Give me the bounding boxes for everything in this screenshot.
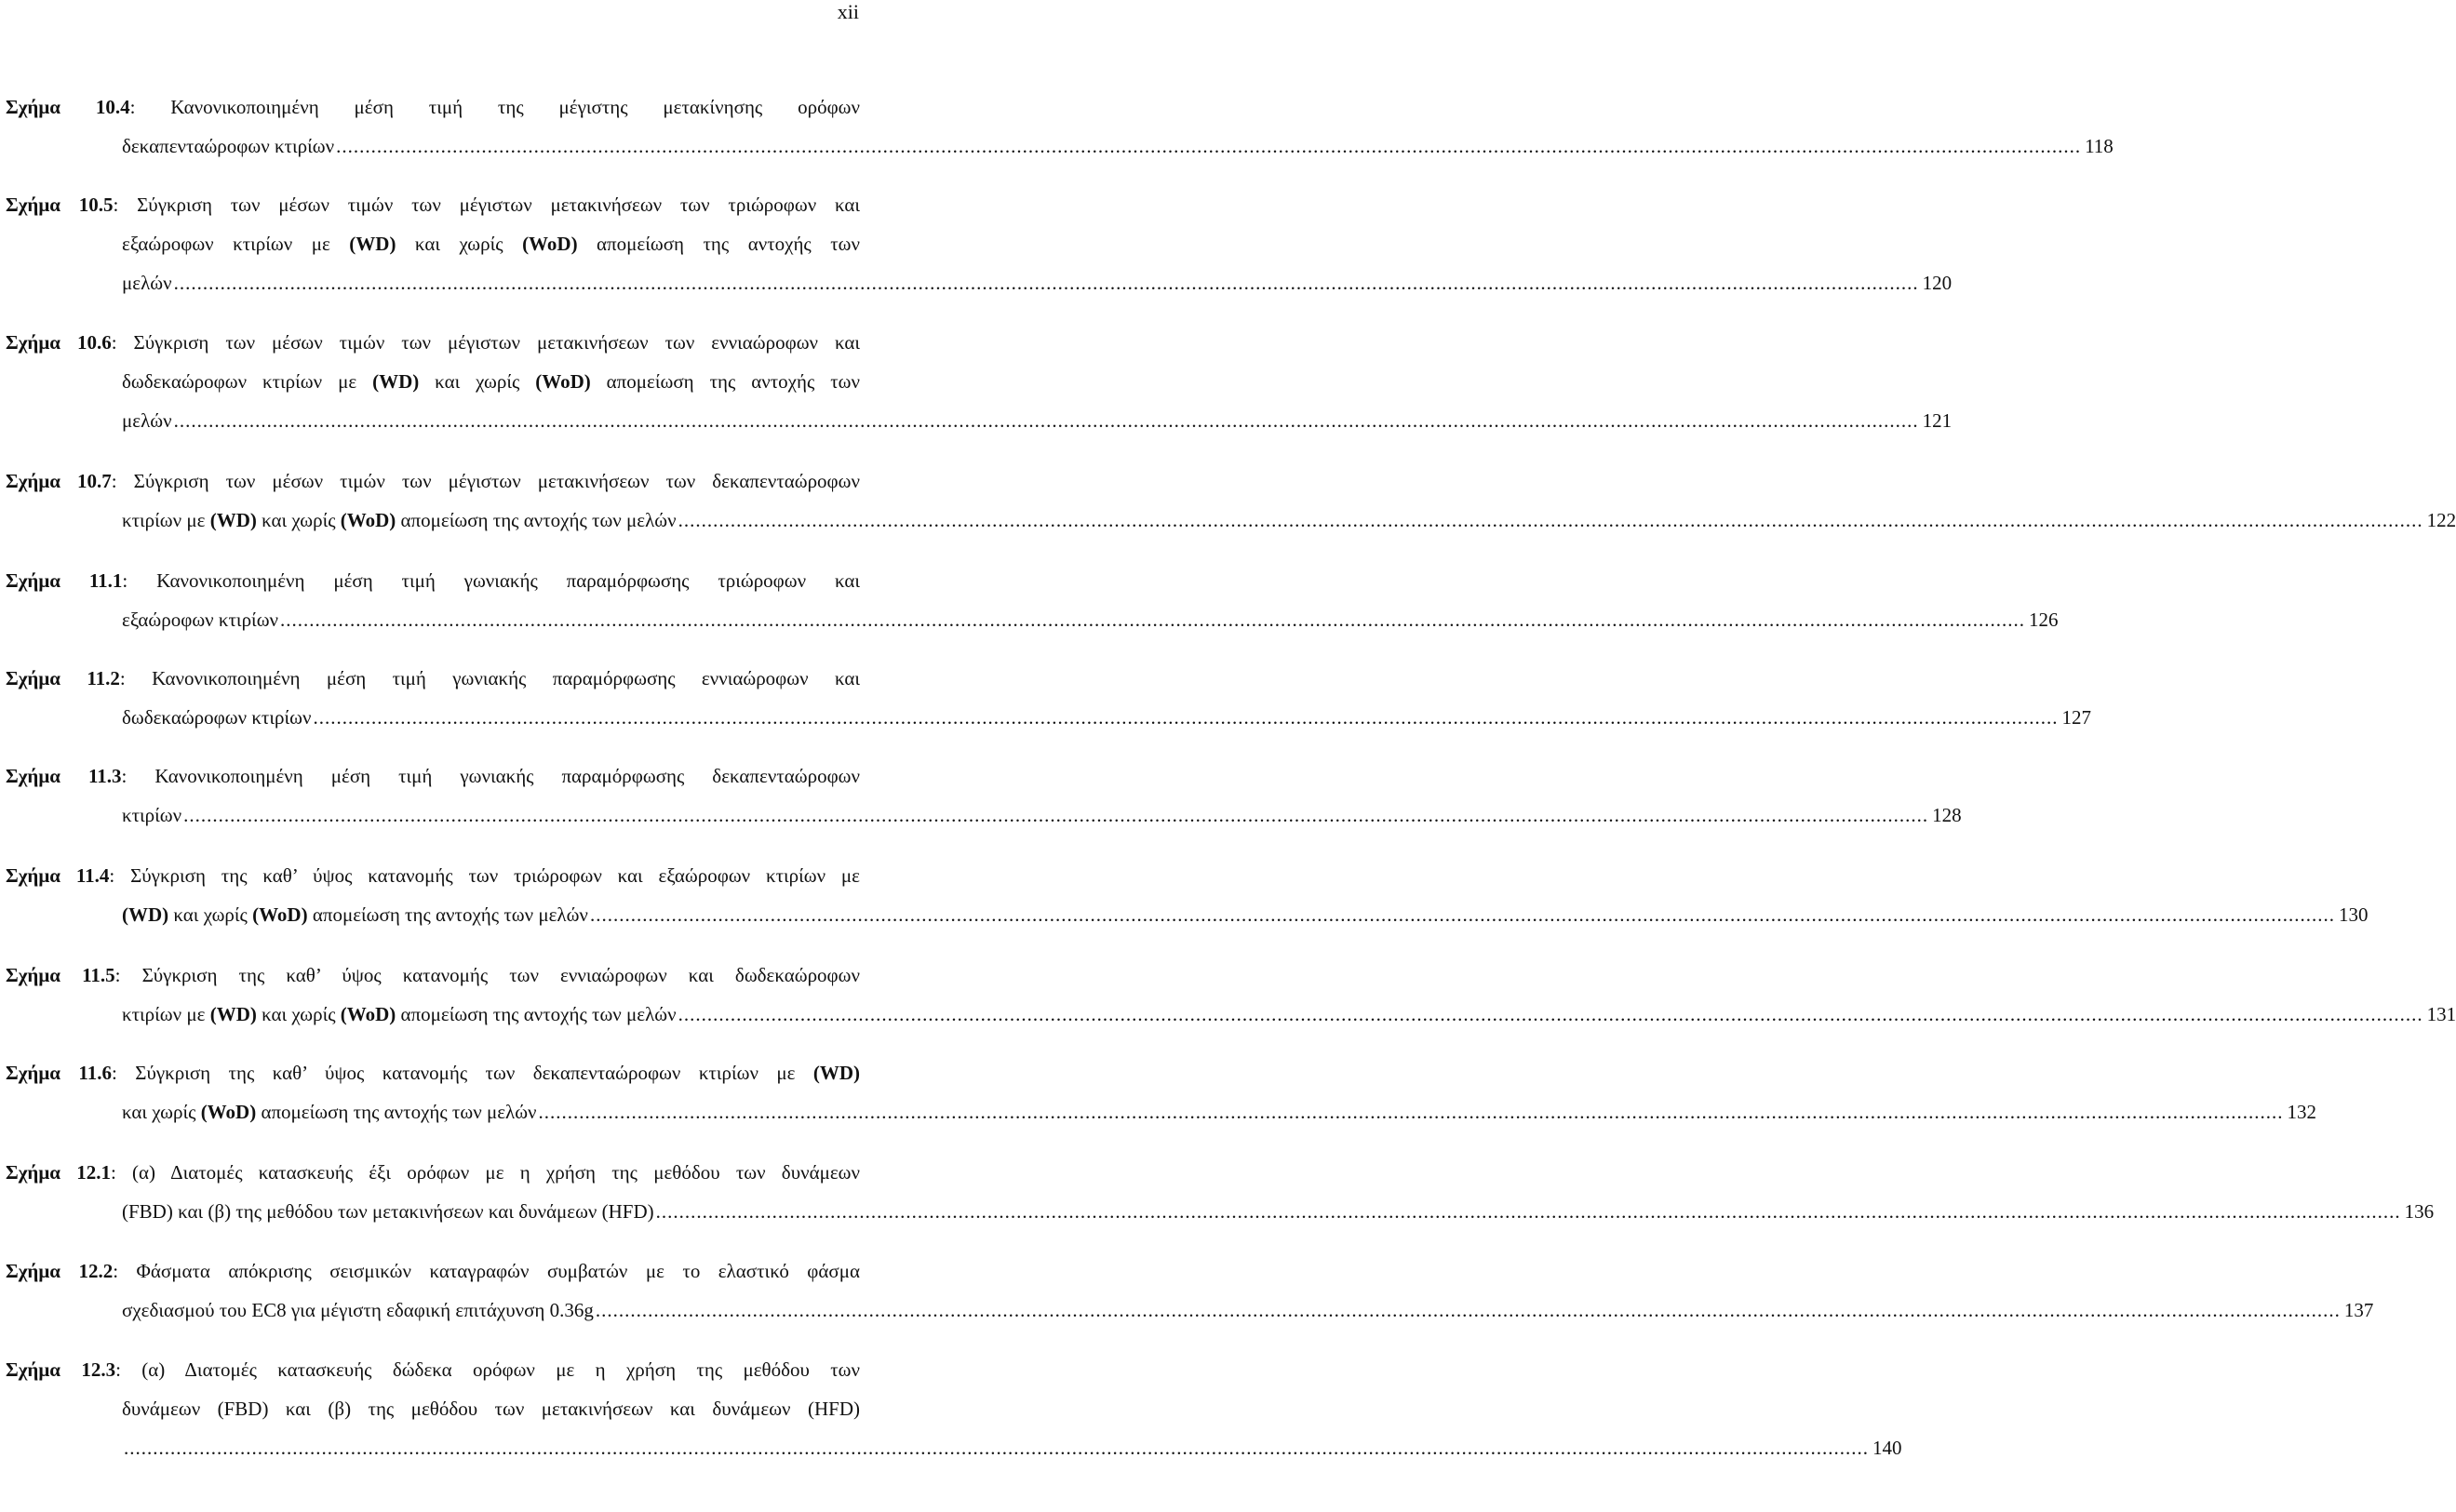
toc-entry-line (6, 659, 860, 698)
page-ref: 128 (1932, 804, 1962, 826)
caption-text: Σύγκριση των μέσων τιμών των μέγιστων μετακινήσεων των δεκαπενταώροφων (133, 470, 860, 492)
bold-abbreviation: (WD) (349, 233, 396, 255)
toc-entry-last-line (122, 1192, 2435, 1231)
bold-abbreviation: (WD) (372, 370, 420, 393)
figure-label: Σχήμα 11.4: (6, 864, 131, 887)
bold-abbreviation: (WoD) (200, 1101, 257, 1123)
page-ref: 140 (1872, 1437, 1902, 1459)
toc-entry (6, 1153, 2435, 1231)
toc-entry-last-line (122, 501, 2456, 540)
figure-number: 10.4 (95, 96, 130, 118)
caption-text: και χωρίς (WoD) απομείωση της αντοχής των μελών (122, 1101, 537, 1123)
toc-entry-line (6, 1153, 860, 1192)
toc-entry (6, 87, 2114, 166)
toc-entry-line (6, 1053, 860, 1092)
caption-text: δωδεκαώροφων κτιρίων με (WD) και χωρίς (WoD) απομείωση της αντοχής των (122, 370, 860, 393)
bold-abbreviation: (WD) (122, 903, 169, 926)
toc-entry (6, 185, 1953, 302)
dot-leader: ............................................................................................................................................................................................................................................................................................................ (595, 1299, 2341, 1321)
dot-leader: ............................................................................................................................................................................................................................................................................................................ (313, 706, 2059, 729)
figure-number: 11.5 (82, 964, 115, 986)
toc-entry-last-line (122, 127, 2114, 166)
toc-entry-last-line (122, 698, 2091, 737)
toc-entry-last-line (122, 600, 2059, 639)
caption-text: (WD) και χωρίς (WoD) απομείωση της αντοχής των μελών (122, 903, 588, 926)
caption-text: Σύγκριση της καθ’ ύψος κατανομής των τριώροφων και εξαώροφων κτιρίων με (130, 864, 860, 887)
caption-text: (α) Διατομές κατασκευής έξι ορόφων με η χρήση της μεθόδου των δυνάμεων (132, 1161, 860, 1184)
caption-text: Σύγκριση της καθ’ ύψος κατανομής των δεκαπενταώροφων κτιρίων με (WD) (135, 1062, 860, 1084)
toc-entry-text (122, 600, 278, 639)
toc-entry-line (6, 856, 860, 895)
figure-label: Σχήμα 11.3: (6, 765, 155, 787)
figure-number: 11.4 (75, 864, 110, 887)
dot-leader: ............................................................................................................................................................................................................................................................................................................ (678, 1003, 2423, 1025)
page-ref: 120 (1922, 272, 1953, 294)
toc-entry (6, 756, 1962, 835)
toc-entry-text (122, 501, 677, 540)
toc-entry (6, 1053, 2317, 1131)
figure-number: 11.6 (78, 1062, 112, 1084)
figure-label: Σχήμα 11.1: (6, 569, 157, 592)
page-ref: 130 (2338, 903, 2369, 926)
figure-label: Σχήμα 12.3: (6, 1358, 142, 1381)
figure-prefix: Σχήμα (6, 864, 60, 887)
dot-leader: ............................................................................................................................................................................................................................................................................................................ (678, 509, 2423, 531)
toc-entry-text (122, 796, 181, 835)
toc-entry (6, 561, 2059, 639)
caption-text: Κανονικοποιημένη μέση τιμή γωνιακής παραμόρφωσης εννιαώροφων και (152, 667, 860, 689)
figure-number: 12.2 (78, 1260, 114, 1282)
figure-number: 11.2 (87, 667, 120, 689)
bold-abbreviation: (WD) (209, 509, 257, 531)
figure-label: Σχήμα 10.4: (6, 96, 171, 118)
figure-prefix: Σχήμα (6, 1062, 60, 1084)
toc-entry-text (122, 1192, 654, 1231)
dot-leader: ............................................................................................................................................................................................................................................................................................................ (173, 409, 1919, 432)
figure-number: 10.5 (78, 194, 114, 216)
toc-entry-line (6, 956, 860, 995)
dot-leader: ............................................................................................................................................................................................................................................................................................................ (538, 1101, 2284, 1123)
figure-label: Σχήμα 11.6: (6, 1062, 136, 1084)
toc-entry-last-line (122, 1092, 2317, 1131)
toc-entry (6, 956, 2456, 1034)
toc-entry-line (6, 462, 860, 501)
figure-label: Σχήμα 12.1: (6, 1161, 133, 1184)
toc-entry-text (122, 401, 172, 440)
toc-entry (6, 1251, 2374, 1330)
dot-leader: ............................................................................................................................................................................................................................................................................................................ (589, 903, 2335, 926)
figure-number: 12.1 (76, 1161, 111, 1184)
page-ref: 127 (2061, 706, 2091, 729)
toc-entry-line (122, 224, 860, 263)
toc-entry-last-line (122, 1291, 2374, 1330)
caption-text: κτιρίων με (WD) και χωρίς (WoD) απομείωση της αντοχής των μελών (122, 509, 677, 531)
figure-number: 11.3 (87, 765, 122, 787)
toc-entry-line (6, 1350, 860, 1389)
toc-entry-last-line (122, 995, 2456, 1034)
dot-leader: ............................................................................................................................................................................................................................................................................................................ (124, 1437, 1869, 1459)
page-ref: 121 (1922, 409, 1953, 432)
page-ref: 122 (2426, 509, 2456, 531)
figure-number: 12.3 (81, 1358, 116, 1381)
toc-entry-text (122, 1291, 594, 1330)
bold-abbreviation: (WD) (812, 1062, 860, 1084)
figure-prefix: Σχήμα (6, 765, 60, 787)
figure-label: Σχήμα 12.2: (6, 1260, 137, 1282)
dot-leader: ............................................................................................................................................................................................................................................................................................................ (183, 804, 1929, 826)
dot-leader: ............................................................................................................................................................................................................................................................................................................ (173, 272, 1919, 294)
page-ref: 132 (2287, 1101, 2317, 1123)
caption-text: μελών (122, 409, 172, 432)
caption-text: κτιρίων με (WD) και χωρίς (WoD) απομείωση της αντοχής των μελών (122, 1003, 677, 1025)
toc-entry-last-line (122, 401, 1953, 440)
caption-text: σχεδιασμού του EC8 για μέγιστη εδαφική επιτάχυνση 0.36g (122, 1299, 594, 1321)
figure-number: 10.7 (77, 470, 112, 492)
toc-entry-line (122, 1389, 860, 1428)
figure-label: Σχήμα 10.6: (6, 331, 134, 354)
caption-text: Κανονικοποιημένη μέση τιμή της μέγιστης μετακίνησης ορόφων (170, 96, 861, 118)
caption-text: εξαώροφων κτιρίων (122, 609, 279, 631)
bold-abbreviation: (WoD) (340, 509, 396, 531)
caption-text: κτιρίων (122, 804, 182, 826)
caption-text: εξαώροφων κτιρίων με (WD) και χωρίς (WoD) απομείωση της αντοχής των (122, 233, 860, 255)
caption-text: Σύγκριση της καθ’ ύψος κατανομής των εννιαώροφων και δωδεκαώροφων (141, 964, 860, 986)
toc-entry-line (6, 561, 860, 600)
caption-text: Φάσματα απόκρισης σεισμικών καταγραφών συμβατών με το ελαστικό φάσμα (136, 1260, 860, 1282)
toc-entry-line (6, 756, 860, 796)
caption-text: μελών (122, 272, 172, 294)
figure-label: Σχήμα 11.2: (6, 667, 153, 689)
toc-entry-line (6, 323, 860, 362)
caption-text: δεκαπενταώροφων κτιρίων (122, 135, 335, 157)
dot-leader: ............................................................................................................................................................................................................................................................................................................ (655, 1200, 2401, 1223)
figure-prefix: Σχήμα (6, 194, 60, 216)
toc-entry-last-line (122, 1428, 1902, 1467)
toc-entry-text (122, 698, 311, 737)
bold-abbreviation: (WoD) (340, 1003, 396, 1025)
toc-entry-text (122, 895, 588, 934)
toc-entry-line (122, 362, 860, 401)
toc-entry (6, 856, 2369, 934)
caption-text: Κανονικοποιημένη μέση τιμή γωνιακής παραμόρφωσης τριώροφων και (156, 569, 860, 592)
figure-prefix: Σχήμα (6, 331, 60, 354)
toc-entry-line (6, 87, 860, 127)
figure-prefix: Σχήμα (6, 1358, 60, 1381)
dot-leader: ............................................................................................................................................................................................................................................................................................................ (336, 135, 2082, 157)
caption-text: (FBD) και (β) της μεθόδου των μετακινήσεων και δυνάμεων (HFD) (122, 1200, 654, 1223)
figure-label: Σχήμα 11.5: (6, 964, 142, 986)
page-ref: 126 (2029, 609, 2059, 631)
figure-label: Σχήμα 10.7: (6, 470, 134, 492)
bold-abbreviation: (WoD) (535, 370, 591, 393)
figure-prefix: Σχήμα (6, 569, 60, 592)
toc-entry-text (122, 995, 677, 1034)
bold-abbreviation: (WoD) (252, 903, 308, 926)
figure-number: 10.6 (76, 331, 112, 354)
bold-abbreviation: (WD) (209, 1003, 257, 1025)
caption-text: Σύγκριση των μέσων τιμών των μέγιστων μετακινήσεων των τριώροφων και (137, 194, 861, 216)
toc-entry (6, 659, 2091, 737)
caption-text: Κανονικοποιημένη μέση τιμή γωνιακής παραμόρφωσης δεκαπενταώροφων (154, 765, 861, 787)
toc-entry (6, 1350, 1902, 1467)
toc-entry-line (6, 185, 860, 224)
toc-entry-text (122, 1092, 537, 1131)
page-ref: 137 (2343, 1299, 2374, 1321)
caption-text: δωδεκαώροφων κτιρίων (122, 706, 312, 729)
page-ref: 118 (2085, 135, 2114, 157)
bold-abbreviation: (WoD) (522, 233, 578, 255)
toc-entry-text (122, 127, 334, 166)
toc-entry-text (122, 263, 172, 302)
caption-text: δυνάμεων (FBD) και (β) της μεθόδου των μετακινήσεων και δυνάμεων (HFD) (122, 1398, 860, 1420)
toc-entry (6, 323, 1953, 440)
caption-text: (α) Διατομές κατασκευής δώδεκα ορόφων με η χρήση της μεθόδου των (141, 1358, 860, 1381)
caption-text: Σύγκριση των μέσων τιμών των μέγιστων μετακινήσεων των εννιαώροφων και (133, 331, 860, 354)
page-number: xii (837, 0, 859, 23)
figure-prefix: Σχήμα (6, 964, 60, 986)
figure-prefix: Σχήμα (6, 470, 60, 492)
toc-entry-line (6, 1251, 860, 1291)
figure-prefix: Σχήμα (6, 96, 60, 118)
figure-prefix: Σχήμα (6, 1260, 60, 1282)
toc-entry-last-line (122, 263, 1953, 302)
figure-number: 11.1 (88, 569, 123, 592)
page-ref: 136 (2404, 1200, 2435, 1223)
dot-leader: ............................................................................................................................................................................................................................................................................................................ (280, 609, 2026, 631)
toc-entry-last-line (122, 895, 2369, 934)
page-ref: 131 (2426, 1003, 2456, 1025)
toc-entry-last-line (122, 796, 1962, 835)
figure-label: Σχήμα 10.5: (6, 194, 138, 216)
figure-prefix: Σχήμα (6, 1161, 60, 1184)
figure-prefix: Σχήμα (6, 667, 60, 689)
toc-entry (6, 462, 2456, 540)
